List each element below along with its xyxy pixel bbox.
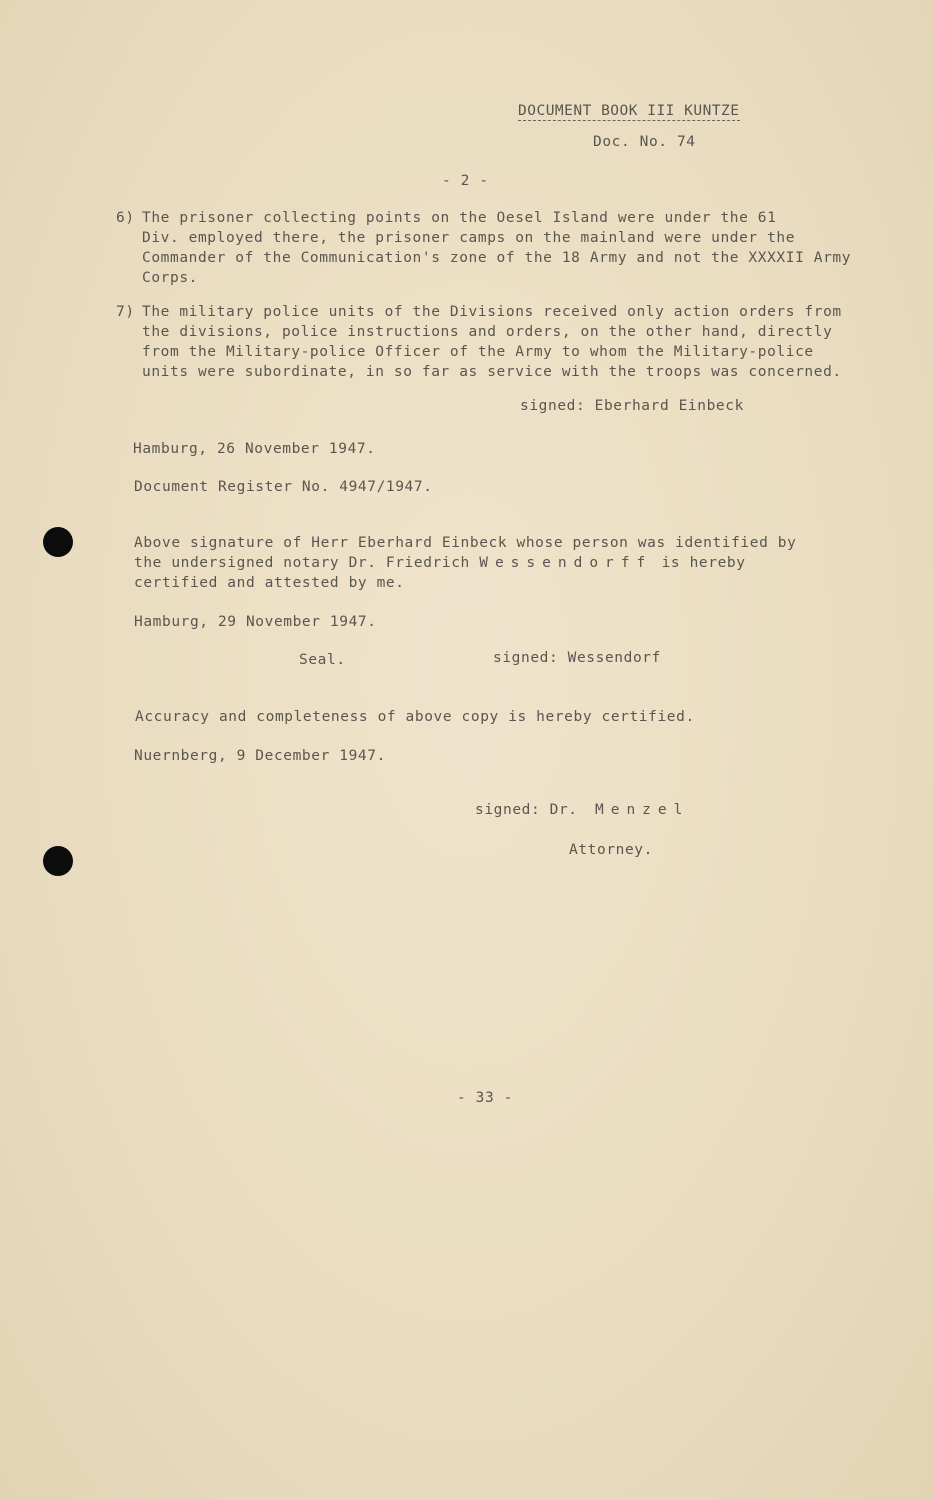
punch-hole <box>43 846 73 876</box>
attestation-line-end: is hereby <box>661 555 746 571</box>
attestation-line: certified and attested by me. <box>134 575 405 591</box>
paragraph-6-line: Corps. <box>142 270 198 286</box>
paragraph-7-line: the divisions, police instructions and orders, on the other hand, directly <box>142 324 833 340</box>
document-register: Document Register No. 4947/1947. <box>134 479 433 495</box>
page-number-top: - 2 - <box>442 173 489 189</box>
attestation-line <box>134 553 796 573</box>
paragraph-6-line: Commander of the Communication's zone of the 18 Army and not the XXXXII Army <box>142 250 852 266</box>
paragraph-6 <box>116 208 852 288</box>
punch-hole <box>43 527 73 557</box>
place-date-hamburg-26: Hamburg, 26 November 1947. <box>133 441 376 457</box>
signature-menzel <box>475 801 689 820</box>
document-number: Doc. No. 74 <box>593 134 696 150</box>
attestation-line-start: the undersigned notary Dr. Friedrich <box>134 555 470 571</box>
paragraph-6-number: 6) <box>116 210 135 226</box>
paragraph-6-line: The prisoner collecting points on the Oesel Island were under the 61 <box>142 210 777 226</box>
notary-name: Wessendorff <box>479 555 653 571</box>
page-number-bottom: - 33 - <box>457 1090 513 1106</box>
attorney-title: Attorney. <box>569 842 653 858</box>
signature-menzel-name: Menzel <box>594 802 690 818</box>
paragraph-7 <box>116 302 842 382</box>
paragraph-7-line: The military police units of the Divisions received only action orders from <box>142 304 842 320</box>
accuracy-certification: Accuracy and completeness of above copy is hereby certified. <box>135 709 695 725</box>
signature-einbeck: signed: Eberhard Einbeck <box>520 398 744 414</box>
paragraph-7-line: units were subordinate, in so far as service with the troops was concerned. <box>142 364 842 380</box>
paragraph-7-number: 7) <box>116 304 135 320</box>
attestation-line: Above signature of Herr Eberhard Einbeck whose person was identified by <box>134 535 797 551</box>
document-book-header: DOCUMENT BOOK III KUNTZE <box>518 103 740 119</box>
signature-menzel-prefix: signed: Dr. <box>475 802 578 818</box>
attestation-block <box>134 533 796 593</box>
paragraph-6-line: Div. employed there, the prisoner camps on the mainland were under the <box>142 230 796 246</box>
paragraph-7-line: from the Military-police Officer of the Army to whom the Military-police <box>142 344 814 360</box>
seal-label: Seal. <box>299 652 346 668</box>
place-date-nuernberg: Nuernberg, 9 December 1947. <box>134 748 386 764</box>
signature-wessendorf: signed: Wessendorf <box>493 650 661 666</box>
place-date-hamburg-29: Hamburg, 29 November 1947. <box>134 614 377 630</box>
